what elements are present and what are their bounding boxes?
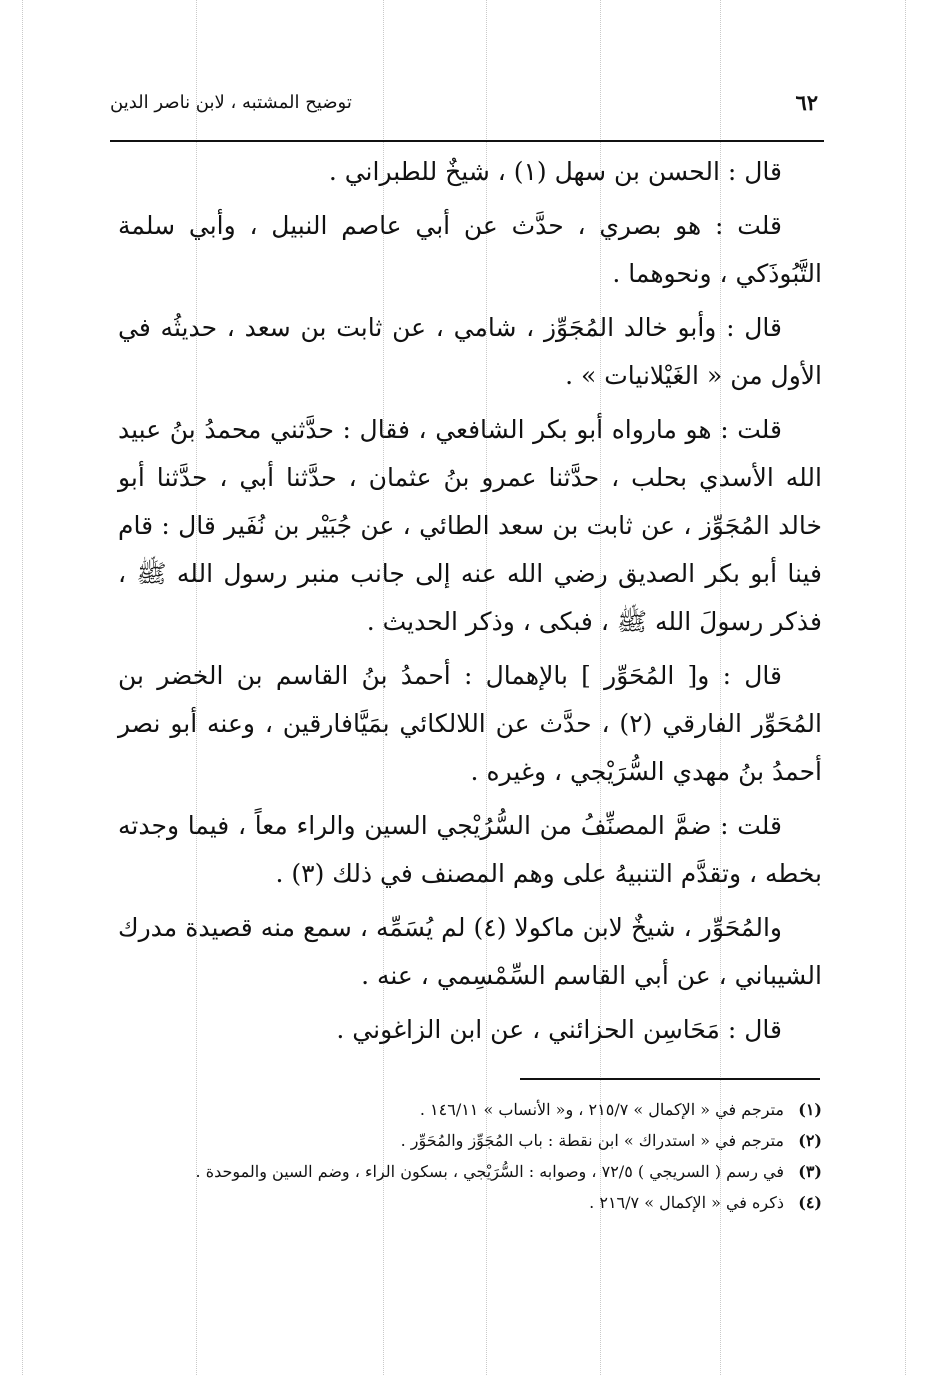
paragraph: قلت : هو مارواه أبو بكر الشافعي ، فقال : حدَّثني محمدُ بنُ عبيد الله الأسدي بحلب ، حدَّثنا عمرو بنُ عثمان ، حدَّثنا أبي ، حدَّثنا أبو خالد المُجَوِّز ، عن ثابت بن سعد الطائي ، عن جُبَيْر بن نُفَير قال : قام فينا أبو بكر الصديق رضي الله عنه إلى جانب منبر رسول الله ﷺ ، فذكر رسولَ الله ﷺ ، فبكى ، وذكر الحديث . [118, 415, 822, 636]
paragraph: قلت : ضمَّ المصنِّفُ من السُّرُيْجي السين والراء معاً ، فيما وجدته بخطه ، وتقدَّم التنبيهُ على وهم المصنف في ذلك (٣) . [118, 811, 822, 888]
footnote-number: (٢) [798, 1131, 822, 1150]
page-number: ٦٢ [795, 90, 818, 115]
paragraph: والمُحَوِّر ، شيخٌ لابن ماكولا (٤) لم يُسَمِّه ، سمع منه قصيدة مدرك الشيباني ، عن أبي القاسم السِّمْسِمي ، عنه . [118, 913, 822, 990]
footnote-number: (٣) [798, 1162, 822, 1181]
paragraph: قال : وأبو خالد المُجَوِّز ، شامي ، عن ثابت بن سعد ، حديثُه في الأول من « الغَيْلانيات » . [118, 313, 822, 390]
footnote-item [118, 1127, 822, 1154]
footnote-text: مترجم في « استدراك » ابن نقطة : باب المُجَوِّز والمُحَوِّر . [400, 1131, 784, 1150]
scan-artifact-line [22, 0, 23, 1375]
footnote-number: (١) [798, 1100, 822, 1119]
header-divider [110, 140, 824, 142]
paragraph: قال : الحسن بن سهل (١) ، شيخٌ للطبراني . [328, 157, 782, 186]
footnote-item [118, 1096, 822, 1123]
footnote-item [118, 1189, 822, 1216]
footnote-number: (٤) [798, 1193, 822, 1212]
footnotes [118, 1096, 822, 1220]
footnote-text: مترجم في « الإكمال » ٢١٥/٧ ، و« الأنساب » ١٤٦/١١ . [419, 1100, 784, 1119]
paragraph: قلت : هو بصري ، حدَّث عن أبي عاصم النبيل ، وأبي سلمة التَّبُوذَكي ، ونحوهما . [118, 211, 822, 288]
main-text [118, 148, 822, 1060]
footnote-text: ذكره في « الإكمال » ٢١٦/٧ . [589, 1193, 784, 1212]
footnote-divider [520, 1078, 820, 1080]
paragraph: قال : مَحَاسِن الحزائني ، عن ابن الزاغوني . [336, 1015, 782, 1044]
scan-artifact-line [905, 0, 906, 1375]
footnote-item [118, 1158, 822, 1185]
running-title: توضيح المشتبه ، لابن ناصر الدين [110, 92, 352, 113]
page-header [110, 86, 822, 122]
paragraph: قال : و[ المُحَوِّر ] بالإهمال : أحمدُ بنُ القاسم بن الخضر بن المُحَوِّر الفارقي (٢) ، حدَّث عن اللالكائي بمَيَّافارقين ، وعنه أبو نصر أحمدُ بنُ مهدي السُّرَيْجي ، وغيره . [118, 661, 823, 786]
footnote-text: في رسم ( السريجي ) ٧٢/٥ ، وصوابه : السُّرَيْجي ، بسكون الراء ، وضم السين والموحدة . [195, 1162, 784, 1181]
